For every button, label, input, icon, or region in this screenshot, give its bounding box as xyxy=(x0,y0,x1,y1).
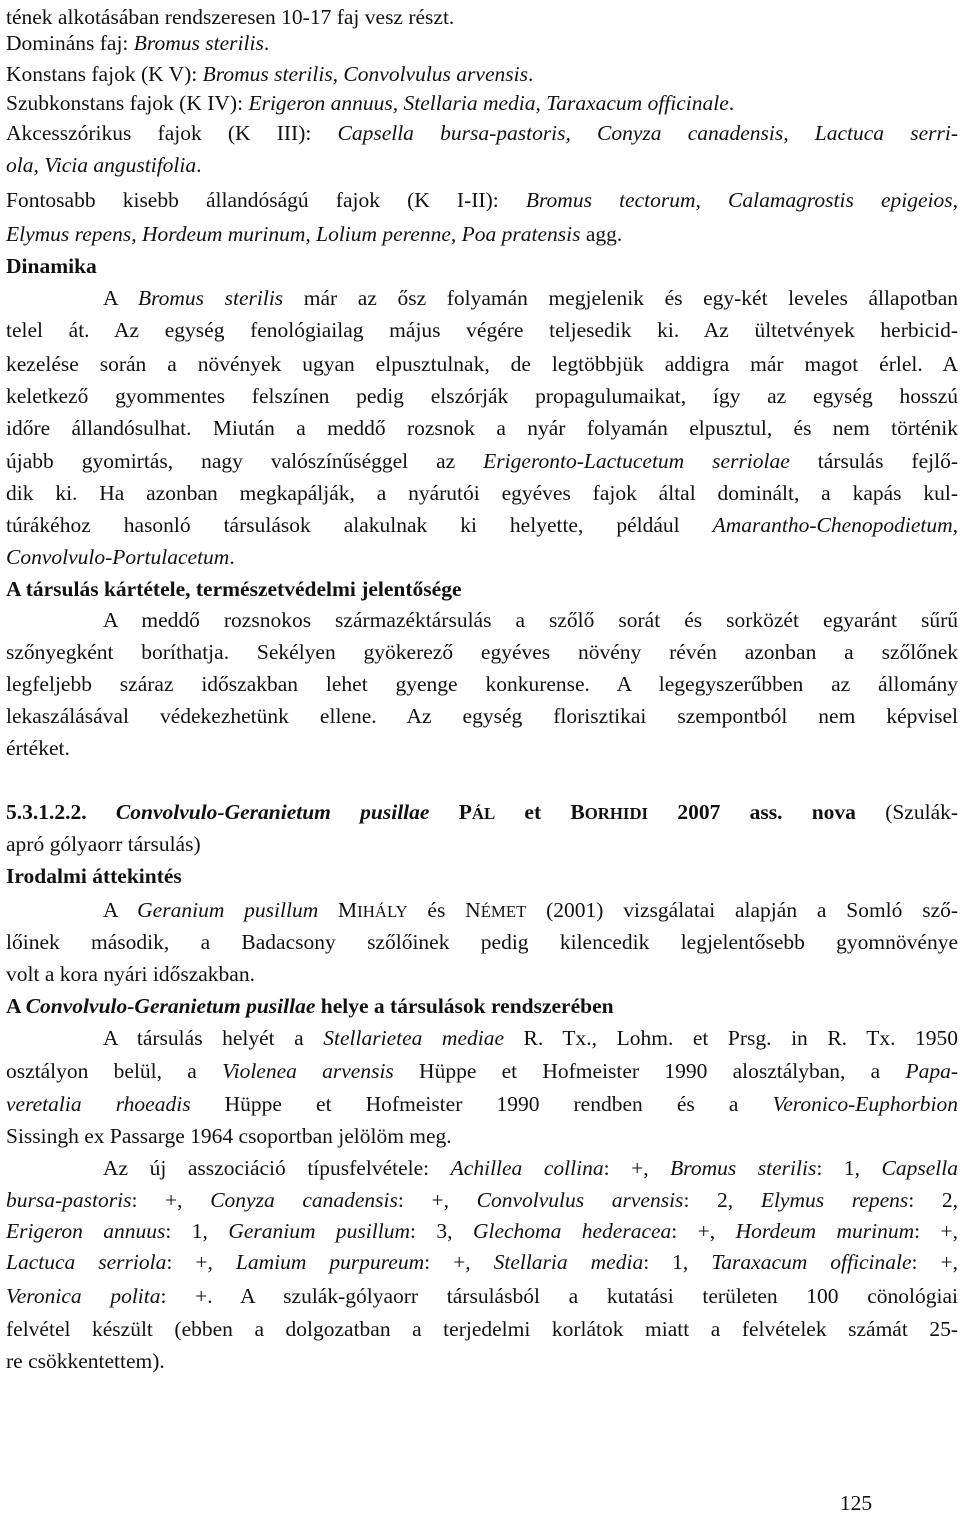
text-line: lőinek második, a Badacsony szőlőinek pedig kilencedik legjelentősebb gyomnövénye xyxy=(6,930,958,954)
text-line: Fontosabb kisebb állandóságú fajok (K I-II): Bromus tectorum, Calamagrostis epigeios, xyxy=(6,188,958,212)
text-line: tének alkotásában rendszeresen 10-17 faj vesz részt. xyxy=(6,5,455,29)
text-line: Domináns faj: Bromus sterilis. xyxy=(6,31,270,55)
text-line: re csökkentettem). xyxy=(6,1349,165,1373)
text-line: szőnyegként boríthatja. Sekélyen gyökerező egyéves növény révén azonban a szőlőnek xyxy=(6,640,958,664)
section-heading-kartetel: A társulás kártétele, természetvédelmi jelentősége xyxy=(6,577,462,601)
text-line: keletkező gyommentes felszínen pedig elszórják propagulumaikat, így az egység hosszú xyxy=(6,384,958,408)
page-number: 125 xyxy=(839,1491,873,1515)
text-line: bursa-pastoris: +, Conyza canadensis: +, Convolvulus arvensis: 2, Elymus repens: 2, xyxy=(6,1188,958,1212)
text-line: Veronica polita: +. A szulák-gólyaorr társulásból a kutatási területen 100 cönológiai xyxy=(6,1284,958,1308)
text-line: Erigeron annuus: 1, Geranium pusillum: 3, Glechoma hederacea: +, Hordeum murinum: +, xyxy=(6,1219,958,1243)
text-line: volt a kora nyári időszakban. xyxy=(6,962,255,986)
text-line: Szubkonstans fajok (K IV): Erigeron annuus, Stellaria media, Taraxacum officinale. xyxy=(6,91,735,115)
text-line: Lactuca serriola: +, Lamium purpureum: +, Stellaria media: 1, Taraxacum officinale: +, xyxy=(6,1250,958,1274)
text-line: Az új asszociáció típusfelvétele: Achillea collina: +, Bromus sterilis: 1, Capsella xyxy=(103,1156,958,1180)
text-line: veretalia rhoeadis Hüppe et Hofmeister 1990 rendben és a Veronico-Euphorbion xyxy=(6,1092,958,1116)
text-line: A meddő rozsnokos származéktársulás a szőlő sorát és sorközét egyaránt sűrű xyxy=(103,608,958,632)
text-line: apró gólyaorr társulás) xyxy=(6,832,201,856)
text-line: kezelése során a növények ugyan elpusztulnak, de legtöbbjük addigra már magot érlel. A xyxy=(6,352,958,376)
text-line: A Bromus sterilis már az ősz folyamán megjelenik és egy-két leveles állapotban xyxy=(103,286,958,310)
text-line: Konstans fajok (K V): Bromus sterilis, Convolvulus arvensis. xyxy=(6,62,534,86)
text-line: osztályon belül, a Violenea arvensis Hüppe et Hofmeister 1990 alosztályban, a Papa- xyxy=(6,1059,959,1083)
text-line: Sissingh ex Passarge 1964 csoportban jelölöm meg. xyxy=(6,1124,452,1148)
section-title-5-3-1-2-2: 5.3.1.2.2. Convolvulo-Geranietum pusillae PÁL et BORHIDI 2007 ass. nova (Szulák- xyxy=(6,800,959,824)
text-line: értéket. xyxy=(6,736,70,760)
text-line: dik ki. Ha azonban megkapálják, a nyárutói egyéves fajok által dominált, a kapás kul- xyxy=(6,481,958,505)
text-line: időre állandósulhat. Miután a meddő rozsnok a nyár folyamán elpusztul, és nem történik xyxy=(6,416,958,440)
section-heading-dinamika: Dinamika xyxy=(6,254,97,278)
text-line: Convolvulo-Portulacetum. xyxy=(6,545,235,569)
text-line: A Geranium pusillum MIHÁLY és NÉMET (2001) vizsgálatai alapján a Somló sző- xyxy=(103,898,959,922)
text-line: ola, Vicia angustifolia. xyxy=(6,153,202,177)
section-heading-helye: A Convolvulo-Geranietum pusillae helye a társulások rendszerében xyxy=(6,994,614,1018)
text-line: telel át. Az egység fenológiailag május végére teljesedik ki. Az ültetvények herbicid- xyxy=(6,318,958,342)
section-heading-irodalmi: Irodalmi áttekintés xyxy=(6,864,182,888)
text-line: lekaszálásával védekezhetünk ellene. Az egység florisztikai szempontból nem képvisel xyxy=(6,704,958,728)
text-line: újabb gyomirtás, nagy valószínűséggel az Erigeronto-Lactucetum serriolae társulás fejlő- xyxy=(6,449,958,473)
text-line: Akcesszórikus fajok (K III): Capsella bursa-pastoris, Conyza canadensis, Lactuca serri- xyxy=(6,121,958,145)
text-line: túrákéhoz hasonló társulások alakulnak ki helyette, például Amarantho-Chenopodietum, xyxy=(6,513,958,537)
text-line: Elymus repens, Hordeum murinum, Lolium perenne, Poa pratensis agg. xyxy=(6,222,623,246)
text-line: legfeljebb száraz időszakban lehet gyenge konkurense. A legegyszerűbben az állomány xyxy=(6,672,958,696)
text-line: felvétel készült (ebben a dolgozatban a terjedelmi korlátok miatt a felvételek számát 25- xyxy=(6,1317,958,1341)
text-line: A társulás helyét a Stellarietea mediae R. Tx., Lohm. et Prsg. in R. Tx. 1950 xyxy=(103,1026,959,1050)
